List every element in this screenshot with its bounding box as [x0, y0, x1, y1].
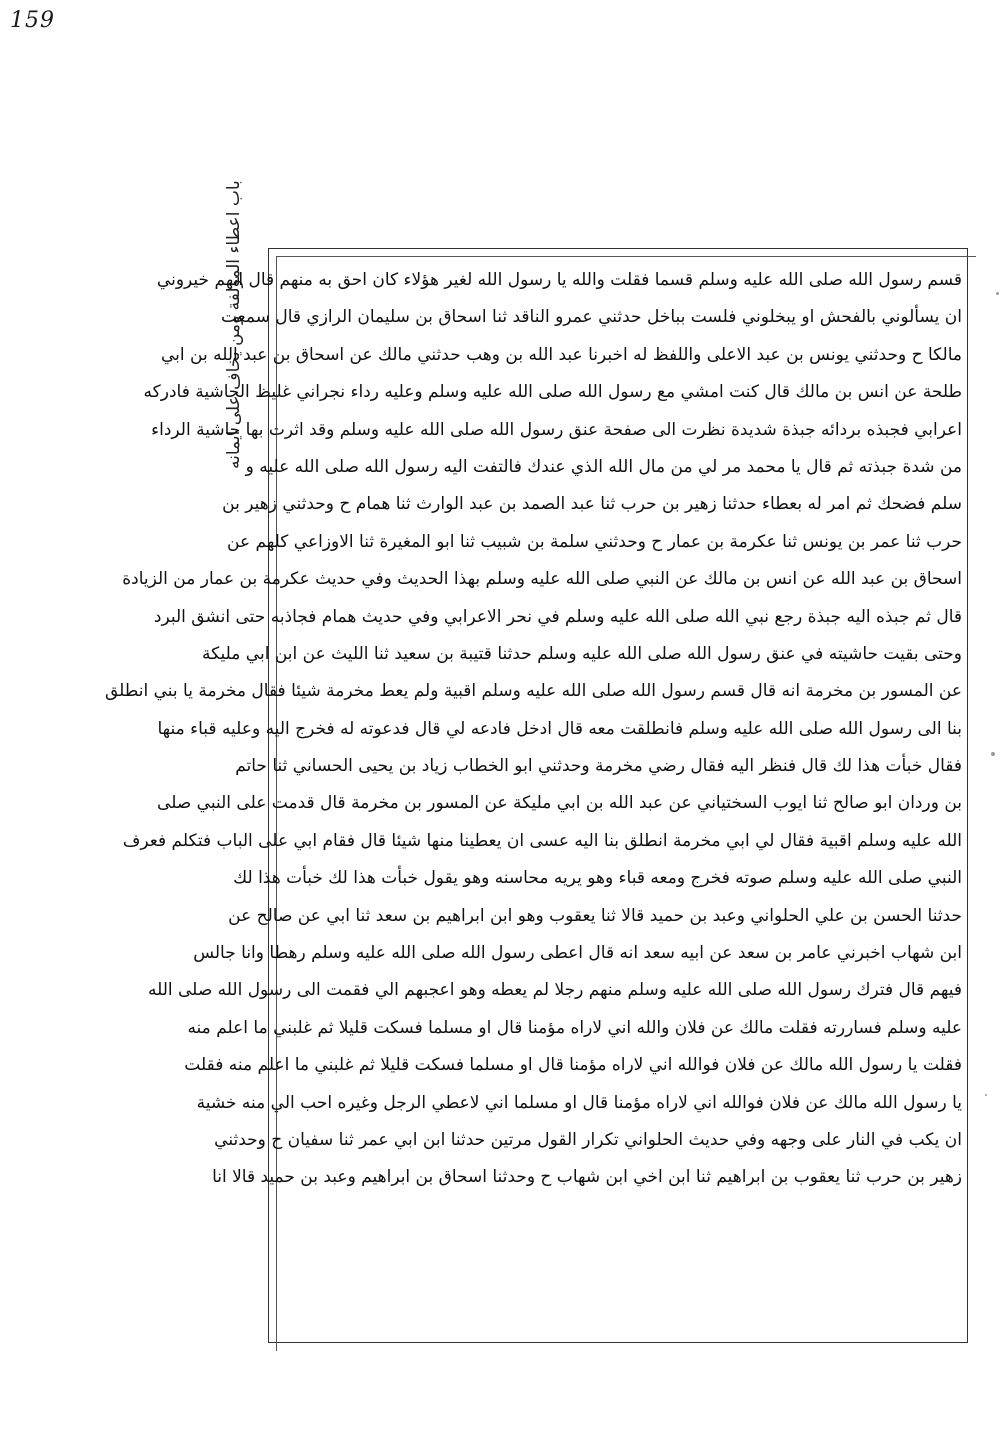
text-line: عليه وسلم فساررته فقلت مالك عن فلان والله اني لاراه مؤمنا قال او مسلما فسكت قليلا ثم غلبني ما اعلم منه	[187, 1017, 962, 1038]
scan-speck	[996, 292, 999, 295]
text-line: طلحة عن انس بن مالك قال كنت امشي مع رسول الله صلى الله عليه وسلم وعليه رداء نجراني غليظ الحاشية فادركه	[143, 382, 962, 403]
margin-note: باب اعطاء المؤلفة ومن يخاف على ايمانه	[224, 180, 244, 469]
text-line: حدثنا الحسن بن علي الحلواني وعبد بن حميد قالا ثنا يعقوب وهو ابن ابراهيم بن سعد ثنا ابي عن صالح عن	[228, 905, 962, 926]
text-line: فقلت يا رسول الله مالك عن فلان فوالله اني لاراه مؤمنا قال او مسلما فسكت قليلا ثم غلبني ما اعلم منه فقلت	[184, 1055, 962, 1076]
text-line: قال ثم جبذه اليه جبذة رجع نبي الله صلى الله عليه وسلم في نحر الاعرابي وفي حديث همام فجاذبه حتى انشق البرد	[153, 606, 962, 627]
text-line: بنا الى رسول الله صلى الله عليه وسلم فانطلقت معه قال ادخل فادعه لي قال فدعوته له فخرج اليه وعليه قباء منها	[157, 718, 962, 739]
text-line: زهير بن حرب ثنا يعقوب بن ابراهيم ثنا ابن اخي ابن شهاب ح وحدثنا اسحاق بن ابراهيم وعبد بن حميد قالا انا	[212, 1167, 962, 1188]
text-line: اعرابي فجبذه بردائه جبذة شديدة نظرت الى صفحة عنق رسول الله صلى الله عليه وسلم وقد اثرت بها حاشية الرداء	[151, 419, 962, 440]
text-line: اسحاق بن عبد الله عن انس بن مالك عن النبي صلى الله عليه وسلم بهذا الحديث وفي حديث عكرمة بن عمار من الزيادة	[122, 569, 962, 590]
text-line: من شدة جبذته ثم قال يا محمد مر لي من مال الله الذي عندك فالتفت اليه رسول الله صلى الله عليه و	[245, 456, 962, 477]
text-line: النبي صلى الله عليه وسلم صوته فخرج ومعه قباء وهو يريه محاسنه وهو يقول خبأت هذا لك خبأت هذا لك	[233, 868, 962, 889]
text-line: حرب ثنا عمر بن يونس ثنا عكرمة بن عمار ح وحدثني سلمة بن شبيب ثنا ابو المغيرة ثنا الاوزاعي كلهم عن	[227, 531, 962, 552]
page-number: 159	[10, 8, 55, 33]
text-line: قسم رسول الله صلى الله عليه وسلم قسما فقلت والله يا رسول الله لغير هؤلاء كان احق به منهم قال انهم خيروني	[156, 270, 962, 290]
text-line: وحتى بقيت حاشيته في عنق رسول الله صلى الله عليه وسلم حدثنا قتيبة بن سعيد ثنا الليث عن ابن ابي مليكة	[202, 643, 962, 664]
text-line: يا رسول الله مالك عن فلان فوالله اني لاراه مؤمنا قال او مسلما اني لاعطي الرجل وغيره احب الي منه خشية	[196, 1092, 962, 1113]
text-line: مالكا ح وحدثني يونس بن عبد الاعلى واللفظ له اخبرنا عبد الله بن وهب حدثني مالك عن اسحاق بن عبد الله بن ابي	[161, 344, 962, 365]
text-line: عن المسور بن مخرمة انه قال قسم رسول الله صلى الله عليه وسلم اقبية ولم يعط مخرمة شيئا فقال مخرمة يا بني انطلق	[104, 681, 962, 702]
text-line: فيهم قال فترك رسول الله صلى الله عليه وسلم منهم رجلا لم يعطه وهو اعجبهم الي فقمت الى رسول الله صلى الله	[147, 980, 962, 1001]
text-line: سلم فضحك ثم امر له بعطاء حدثنا زهير بن حرب ثنا عبد الصمد بن عبد الوارث ثنا همام ح وحدثني زهير بن	[222, 494, 962, 515]
text-line: بن وردان ابو صالح ثنا ايوب السختياني عن عبد الله بن ابي مليكة عن المسور بن مخرمة قال قدمت على النبي صلى	[157, 793, 962, 814]
text-line: ان يسألوني بالفحش او يبخلوني فلست بباخل حدثني عمرو الناقد ثنا اسحاق بن سليمان الرازي قال سمعت	[220, 307, 962, 328]
text-line: الله عليه وسلم اقبية فقال لي ابي مخرمة انطلق بنا اليه عسى ان يعطينا منها شيئا قال فقام ابي على الباب فتكلم فعرف	[122, 830, 962, 851]
text-line: ابن شهاب اخبرني عامر بن سعد عن ابيه سعد انه قال اعطى رسول الله صلى الله عليه وسلم رهطا وانا جالس	[193, 943, 962, 964]
text-line: ان يكب في النار على وجهه وفي حديث الحلواني تكرار القول مرتين حدثنا ابن ابي عمر ثنا سفيان ح وحدثني	[214, 1129, 962, 1150]
scan-speck	[985, 1094, 987, 1096]
scan-speck	[991, 752, 995, 756]
text-line: فقال خبأت هذا لك قال فنظر اليه فقال رضي مخرمة وحدثني ابو الخطاب زياد بن يحيى الحساني ثنا حاتم	[235, 756, 962, 777]
